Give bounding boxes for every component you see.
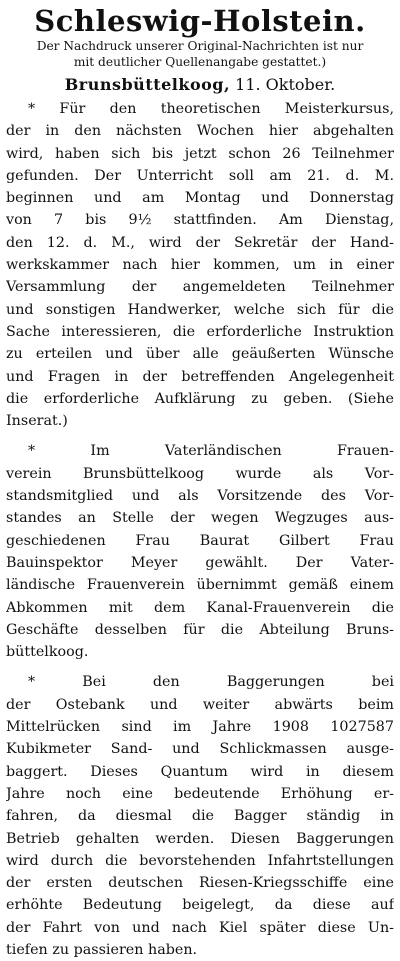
dateline <box>6 74 394 96</box>
text-line: * Im Vaterländischen Frauen- <box>28 443 394 460</box>
paragraph-frauenverein <box>6 440 394 663</box>
text-line: Bauinspektor Meyer gewählt. Der Vater- <box>6 554 394 571</box>
text-line: wird, haben sich bis jetzt schon 26 Teilnehmer <box>6 145 394 162</box>
text-line: Betrieb gehalten werden. Diesen Baggerungen <box>6 830 394 847</box>
text-line: beginnen und am Montag und Donnerstag <box>6 190 394 207</box>
text-line: Versammlung der angemeldeten Teilnehmer <box>6 279 394 296</box>
text-line: der in den nächsten Wochen hier abgehalten <box>6 123 394 140</box>
text-line: * Für den theoretischen Meisterkursus, <box>28 101 394 117</box>
text-line: verein Brunsbüttelkoog wurde als Vor- <box>6 465 394 482</box>
text-line: * Bei den Baggerungen bei <box>28 674 394 691</box>
text-line: Kubikmeter Sand- und Schlickmassen ausge- <box>6 741 394 758</box>
text-line: Mittelrücken sind im Jahre 1908 1027587 <box>6 719 394 736</box>
text-line: büttelkoog. <box>6 644 89 661</box>
text-line: Geschäfte desselben für die Abteilung Bruns- <box>6 621 394 638</box>
text-line: den 12. d. M., wird der Sekretär der Hand- <box>6 234 394 251</box>
text-line: fahren, da diesmal die Bagger ständig in <box>6 808 394 825</box>
text-line: werkskammer nach hier kommen, um in einer <box>6 257 394 274</box>
text-line: der Fahrt von und nach Kiel später diese Un- <box>6 919 394 936</box>
notice-line: mit deutlicher Quellenangabe gestattet.) <box>73 55 327 69</box>
text-line: ländische Frauenverein übernimmt gemäß einem <box>6 577 394 594</box>
text-line: der Ostebank und weiter abwärts beim <box>6 696 394 713</box>
text-line: und sonstigen Handwerker, welche sich für die <box>6 301 394 318</box>
text-line: standes an Stelle der wegen Wegzuges aus- <box>6 510 394 527</box>
text-line: der ersten deutschen Riesen-Kriegsschiffe eine <box>6 875 394 892</box>
text-line: Jahre noch eine bedeutende Erhöhung er- <box>6 785 394 802</box>
dateline-place: Brunsbüttelkoog, <box>64 75 231 94</box>
text-line: zu erteilen und über alle geäußerten Wünsche <box>6 346 394 363</box>
paragraph-baggerungen <box>6 671 394 961</box>
text-line: gefunden. Der Unterricht soll am 21. d. M. <box>6 167 394 184</box>
text-line: und Fragen in der betreffenden Angelegenheit <box>6 368 394 385</box>
text-line: erhöhte Bedeutung beigelegt, da diese auf <box>6 897 394 914</box>
notice-line: Der Nachdruck unserer Original-Nachrichten ist nur <box>36 39 364 53</box>
text-line: standsmitglied und als Vorsitzende des Vor- <box>6 488 394 505</box>
text-line: die erforderliche Aufklärung zu geben. (Siehe <box>6 390 394 407</box>
text-line: baggert. Dieses Quantum wird in diesem <box>6 763 394 780</box>
paragraph-meisterkursus <box>6 98 394 432</box>
text-line: tiefen zu passieren haben. <box>6 941 198 958</box>
headline: Schleswig-Holstein. <box>34 4 366 38</box>
text-line: von 7 bis 9½ stattfinden. Am Dienstag, <box>6 212 394 229</box>
reprint-notice <box>6 38 394 70</box>
text-line: Sache interessieren, die erforderliche Instruktion <box>6 323 394 340</box>
dateline-date: 11. Oktober. <box>235 75 336 94</box>
text-line: geschiedenen Frau Baurat Gilbert Frau <box>6 532 394 549</box>
text-line: Inserat.) <box>6 413 68 430</box>
text-line: wird durch die bevorstehenden Infahrtstellungen <box>6 852 394 869</box>
text-line: Abkommen mit dem Kanal-Frauenverein die <box>6 599 394 616</box>
